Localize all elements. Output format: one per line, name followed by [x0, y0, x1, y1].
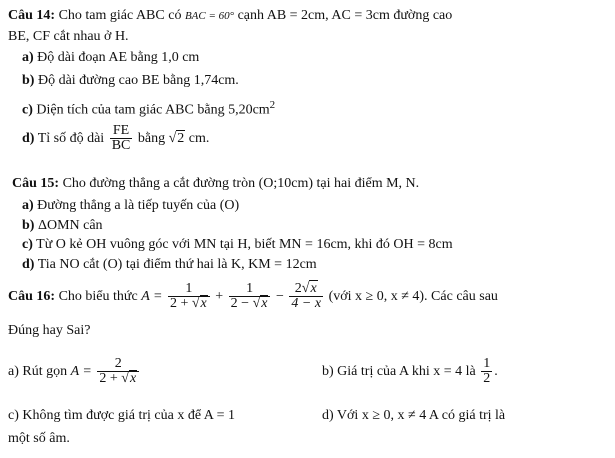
q16-b-end: .	[494, 364, 498, 379]
q16-c-label: c)	[8, 408, 19, 423]
q16-b-text: Giá trị của A khi x = 4 là	[337, 364, 476, 379]
q16-option-d	[322, 407, 505, 425]
q16-f1-num: 1	[168, 282, 210, 297]
q14-d-pre: Tỉ số độ dài	[37, 131, 105, 146]
q16-option-a	[8, 355, 141, 389]
q16-stem: Cho biểu thức	[58, 289, 138, 304]
q15-option-c	[22, 236, 453, 254]
q14-option-b	[22, 72, 239, 90]
q16-frac-1	[168, 282, 210, 311]
q16-line1	[8, 280, 498, 314]
q15-label: Câu 15:	[12, 176, 60, 191]
q16-b-frac	[481, 357, 492, 386]
q16-d-label: d)	[322, 408, 334, 423]
q15-line1	[12, 175, 419, 193]
q15-a-label: a)	[22, 198, 34, 213]
q16-b-label: b)	[322, 364, 334, 379]
q16-a-rad: x	[129, 371, 137, 387]
q16-f3-rad: x	[310, 281, 317, 297]
q14-c-text: Diện tích của tam giác ABC bằng 5,20cm	[36, 102, 270, 118]
q14-stem-b: cạnh AB = 2cm, AC = 3cm đường cao	[237, 8, 453, 23]
q14-d-label: d)	[22, 131, 35, 146]
q14-d-mid: bằng	[137, 131, 166, 146]
q16-prompt: Đúng hay Sai?	[8, 323, 91, 338]
q15-option-d	[22, 256, 317, 274]
q15-b-label: b)	[22, 218, 35, 233]
sqrt-icon: √	[191, 296, 200, 312]
sqrt-icon: √	[252, 296, 261, 312]
sqrt-icon: √	[168, 131, 177, 146]
q16-b-num: 1	[483, 356, 491, 372]
q16-f2-sqrt	[253, 297, 269, 311]
q16-f3-sqrt	[302, 282, 318, 296]
q14-d-unit: cm.	[188, 131, 210, 146]
q14-a-label: a)	[22, 50, 34, 65]
q14-option-a	[22, 49, 199, 67]
q16-a-sqrt	[121, 372, 137, 386]
q16-f1-sqrt	[192, 297, 208, 311]
q14-b-text: Độ dài đường cao BE bằng 1,74cm.	[37, 73, 239, 88]
q14-label: Câu 14:	[8, 8, 56, 23]
q16-a-text: Rút gọn	[22, 364, 68, 379]
q16-label: Câu 16:	[8, 289, 56, 304]
q14-stem-c: BE, CF cắt nhau ở H.	[8, 29, 129, 44]
q16-d-text: Với x ≥ 0, x ≠ 4 A có giá trị là	[336, 408, 506, 423]
q16-c-text: Không tìm được giá trị của x để A = 1	[22, 408, 236, 423]
q16-expr-lhs: A =	[141, 289, 163, 304]
q16-f2-num: 1	[229, 282, 271, 297]
q16-plus: +	[215, 289, 224, 304]
q16-d-continuation: một số âm.	[8, 431, 70, 446]
q14-line1	[8, 7, 452, 25]
q16-f3-num	[289, 282, 323, 297]
q15-stem: Cho đường thẳng a cắt đường tròn (O;10cm) tại hai điểm M, N.	[62, 176, 420, 191]
q15-d-label: d)	[22, 257, 35, 272]
q14-c-sup: 2	[269, 99, 276, 111]
q15-b-text: ΔOMN cân	[37, 218, 103, 233]
q14-d-radicand: 2	[177, 131, 185, 146]
q16-a-num: 2	[97, 357, 139, 372]
q16-f3-num-a: 2	[294, 281, 302, 297]
q15-a-text: Đường thẳng a là tiếp tuyến của (O)	[37, 198, 240, 213]
q16-a-label: a)	[8, 364, 19, 379]
q16-b-den: 2	[483, 371, 491, 387]
q15-c-text: Từ O kẻ OH vuông góc với MN tại H, biết MN = 16cm, khi đó OH = 8cm	[36, 237, 453, 252]
sqrt-icon: √	[301, 281, 310, 297]
q14-d-sqrt	[169, 123, 186, 155]
q16-cond: (với x ≥ 0, x ≠ 4). Các câu sau	[328, 289, 498, 304]
q15-option-a	[22, 197, 239, 215]
q14-d-fraction	[110, 124, 133, 153]
q16-option-b	[322, 355, 498, 389]
q16-a-den	[97, 372, 139, 386]
q14-c-label: c)	[22, 102, 33, 118]
q16-option-c	[8, 407, 235, 425]
q14-d-num: FE	[110, 124, 133, 139]
q14-b-label: b)	[22, 73, 35, 88]
q15-c-label: c)	[22, 237, 33, 252]
q14-option-d	[22, 123, 209, 155]
q14-d-den: BC	[111, 138, 131, 154]
q16-f1-rad: x	[200, 296, 207, 312]
q16-f2-den-a: 2 −	[230, 296, 253, 312]
q16-frac-3	[289, 282, 323, 311]
q14-stem: Cho tam giác ABC có	[58, 8, 182, 23]
q16-f1-den	[168, 297, 210, 311]
q14-a-text: Độ dài đoạn AE bằng 1,0 cm	[37, 50, 200, 65]
q14-option-c	[22, 96, 275, 120]
q16-f3-den: 4 − x	[291, 296, 322, 312]
q16-a-den-a: 2 +	[99, 371, 122, 387]
q15-d-text: Tia NO cắt (O) tại điểm thứ hai là K, KM = 12cm	[37, 257, 317, 272]
sqrt-icon: √	[121, 371, 129, 387]
q16-a-frac	[97, 357, 139, 386]
q16-minus: −	[275, 289, 284, 304]
q16-frac-2	[229, 282, 271, 311]
q16-f2-rad: x	[261, 296, 268, 312]
q16-f1-den-a: 2 +	[169, 296, 192, 312]
q14-angle: BAC = 60°	[184, 10, 235, 22]
q16-a-lhs: A =	[70, 364, 92, 379]
q16-f2-den	[229, 297, 271, 311]
q15-option-b	[22, 217, 103, 235]
